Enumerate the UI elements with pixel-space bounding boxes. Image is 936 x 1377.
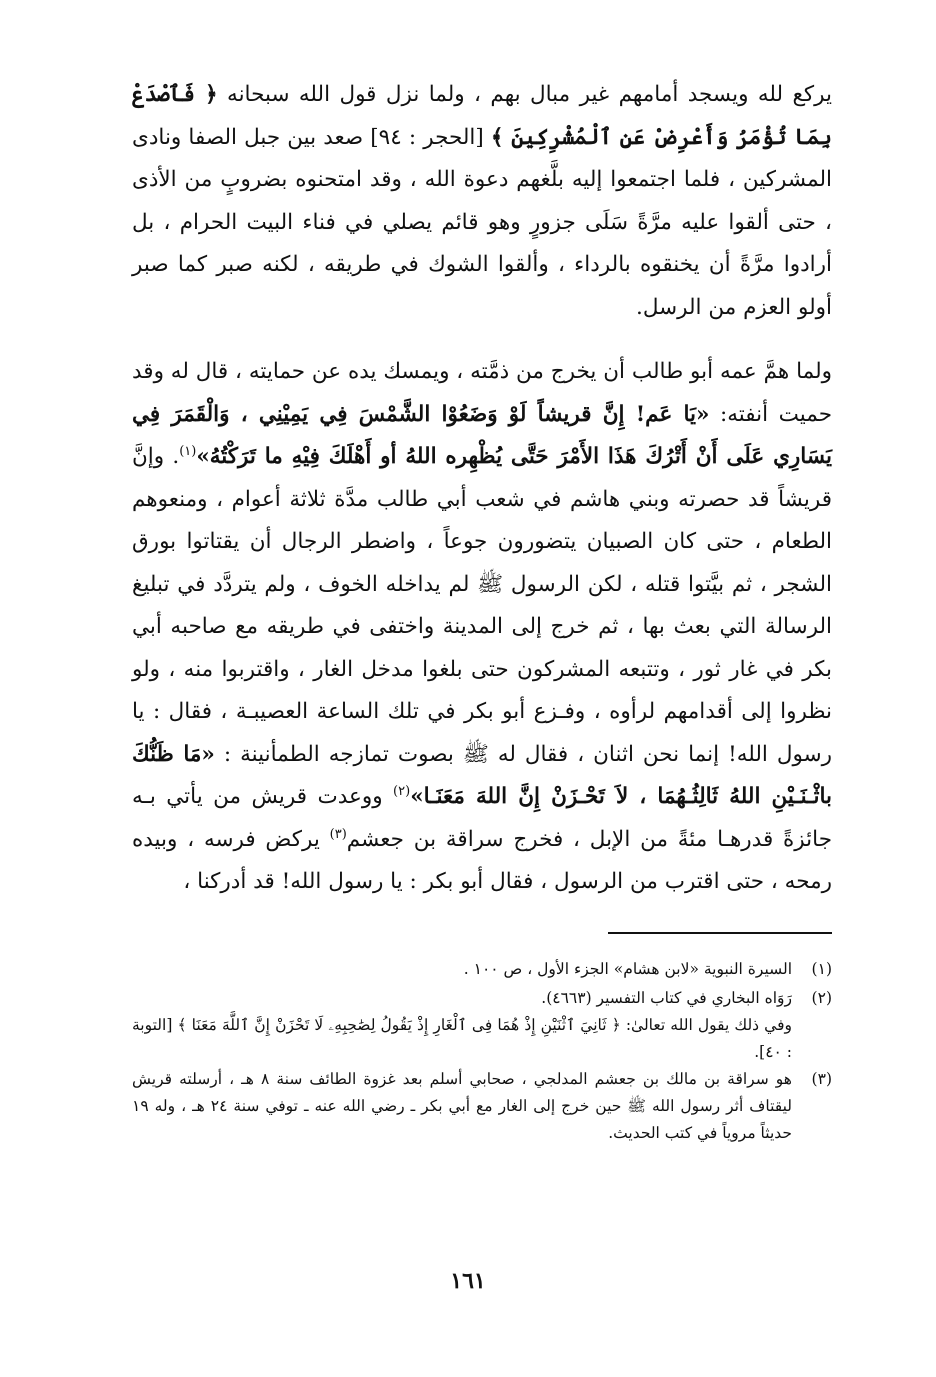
footnote-text: رَوَاه البخاري في كتاب التفسير (٤٦٦٣). — [541, 988, 792, 1007]
text-run: . وإنَّ قريشاً قد حصرته وبني هاشم في شعب أبي طالب مدَّة ثلاثة أعوام ، ومنعوهم الطعام ، حتى كان الصبيان يتضورون جوعاً ، واضطر الرجال أن يقتاتوا بورق الشجر ، ثم بيَّتوا قتله ، لكن الرسول ﷺ لم يداخله الخوف ، ولم يتردَّد في تبليغ الرسالة التي بعث بها ، ثم خرج إلى المدينة واختفى في طريقه مع صاحبه أبي بكر في غار ثور ، وتتبعه المشركون حتى بلغوا مدخل الغار ، واقتربوا منه ، ولو نظروا إلى أقدامهم لرأوه ، وفـزع أبو بكر في تلك الساعة العصيبـة ، فقال : يا رسول الله! إنما نحن اثنان ، فقال له ﷺ بصوت تمازجه الطمأنينة : — [132, 444, 832, 767]
quran-verse: ﴿ فَٱصْدَعْ بِمَا تُؤْمَرُ وَأَعْرِضْ عَنِ ٱلْمُشْرِكِينَ ﴾ — [132, 82, 832, 150]
footnote-number: (٣) — [811, 1069, 832, 1088]
body-paragraph-2 — [132, 351, 832, 904]
hadith-quote: «مَا ظَنُّكَ باثْـنَـيْنِ اللهُ ثَالِثُـهُمَا ، لاَ تَحْـزَنْ إِنَّ اللهَ مَعَنَـا» — [132, 741, 832, 809]
footnote-3 — [132, 1066, 832, 1147]
footnote-2-continuation: وفي ذلك يقول الله تعالىٰ: ﴿ ثَانِيَ ٱثْنَيْنِ إِذْ هُمَا فِى ٱلْغَارِ إِذْ يَقُولُ لِصَٰحِبِهِۦ لَا تَحْزَنْ إِنَّ ٱللَّهَ مَعَنَا ﴾ [التوبة : ٤٠]. — [132, 1015, 792, 1061]
footnote-separator — [608, 932, 832, 934]
footnote-number: (٢) — [811, 988, 832, 1007]
text-run: [الحجر : ٩٤] صعد بين جبل الصفا ونادى المشركين ، فلما اجتمعوا إليه بلَّغهم دعوة الله ، وقد امتحنوه بضروبٍ من الأذى ، حتى ألقوا عليه مرَّةً سَلَى جزورٍ وهو قائم يصلي في فناء البيت الحرام ، بل أرادوا مرَّةً أن يخنقوه بالرداء ، وألقوا الشوك في طريقه ، لكنه صبر كما صبر أولو العزم من الرسل. — [132, 124, 832, 320]
text-run: ولما همَّ عمه أبو طالب أن يخرج من ذمَّته ، ويمسك يده عن حمايته ، قال له وقد حميت أنفته: — [132, 359, 832, 427]
footnote-ref-3[interactable]: (٣) — [329, 826, 347, 842]
footnote-ref-1[interactable]: (١) — [179, 443, 197, 459]
hadith-quote: «يَا عَم! إِنَّ قريشاً لَوْ وَضَعُوْا الشَّمْسَ فِي يَمِيْنِي ، وَالْقَمَرَ فِي يَسَارِي عَلَى أَنْ أَتْرُكَ هَذَا الأَمْرَ حَتَّى يُظْهِره اللهُ أو أَهْلَكَ فِيْهِ ما تَرَكْتُهُ» — [132, 401, 832, 469]
text-run: يركع لله ويسجد أمامهم غير مبال بهم ، ولما نزل قول الله سبحانه — [217, 82, 832, 107]
footnote-number: (١) — [811, 959, 832, 978]
body-paragraph-1 — [132, 74, 832, 329]
footnote-text: هو سراقة بن مالك بن جعشم المدلجي ، صحابي أسلم بعد غزوة الطائف سنة ٨ هـ ، أرسلته قريش ليقتاف أثر رسول الله ﷺ حين خرج إلى الغار مع أبي بكر ـ رضي الله عنه ـ توفي سنة ٢٤ هـ ، وله ١٩ حديثاً مروياً في كتب الحديث. — [132, 1069, 792, 1142]
footnote-ref-2[interactable]: (٢) — [393, 783, 411, 799]
text-run: يركض فرسه ، وبيده رمحه ، حتى اقترب من الرسول ، فقال أبو بكر : يا رسول الله! قد أدركنا ، — [132, 826, 832, 894]
footnote-text: السيرة النبوية «لابن هشام» الجزء الأول ، ص ١٠٠ . — [463, 959, 792, 978]
footnotes — [132, 956, 832, 1147]
footnote-2 — [132, 985, 832, 1012]
footnote-1 — [132, 956, 832, 983]
text-run: ووعدت قريش من يأتي بـه جائزةً قدرهـا مئةً من الإبل ، فخرج سراقة بن جعشم — [132, 784, 832, 852]
page-number: ١٦١ — [450, 1268, 486, 1294]
